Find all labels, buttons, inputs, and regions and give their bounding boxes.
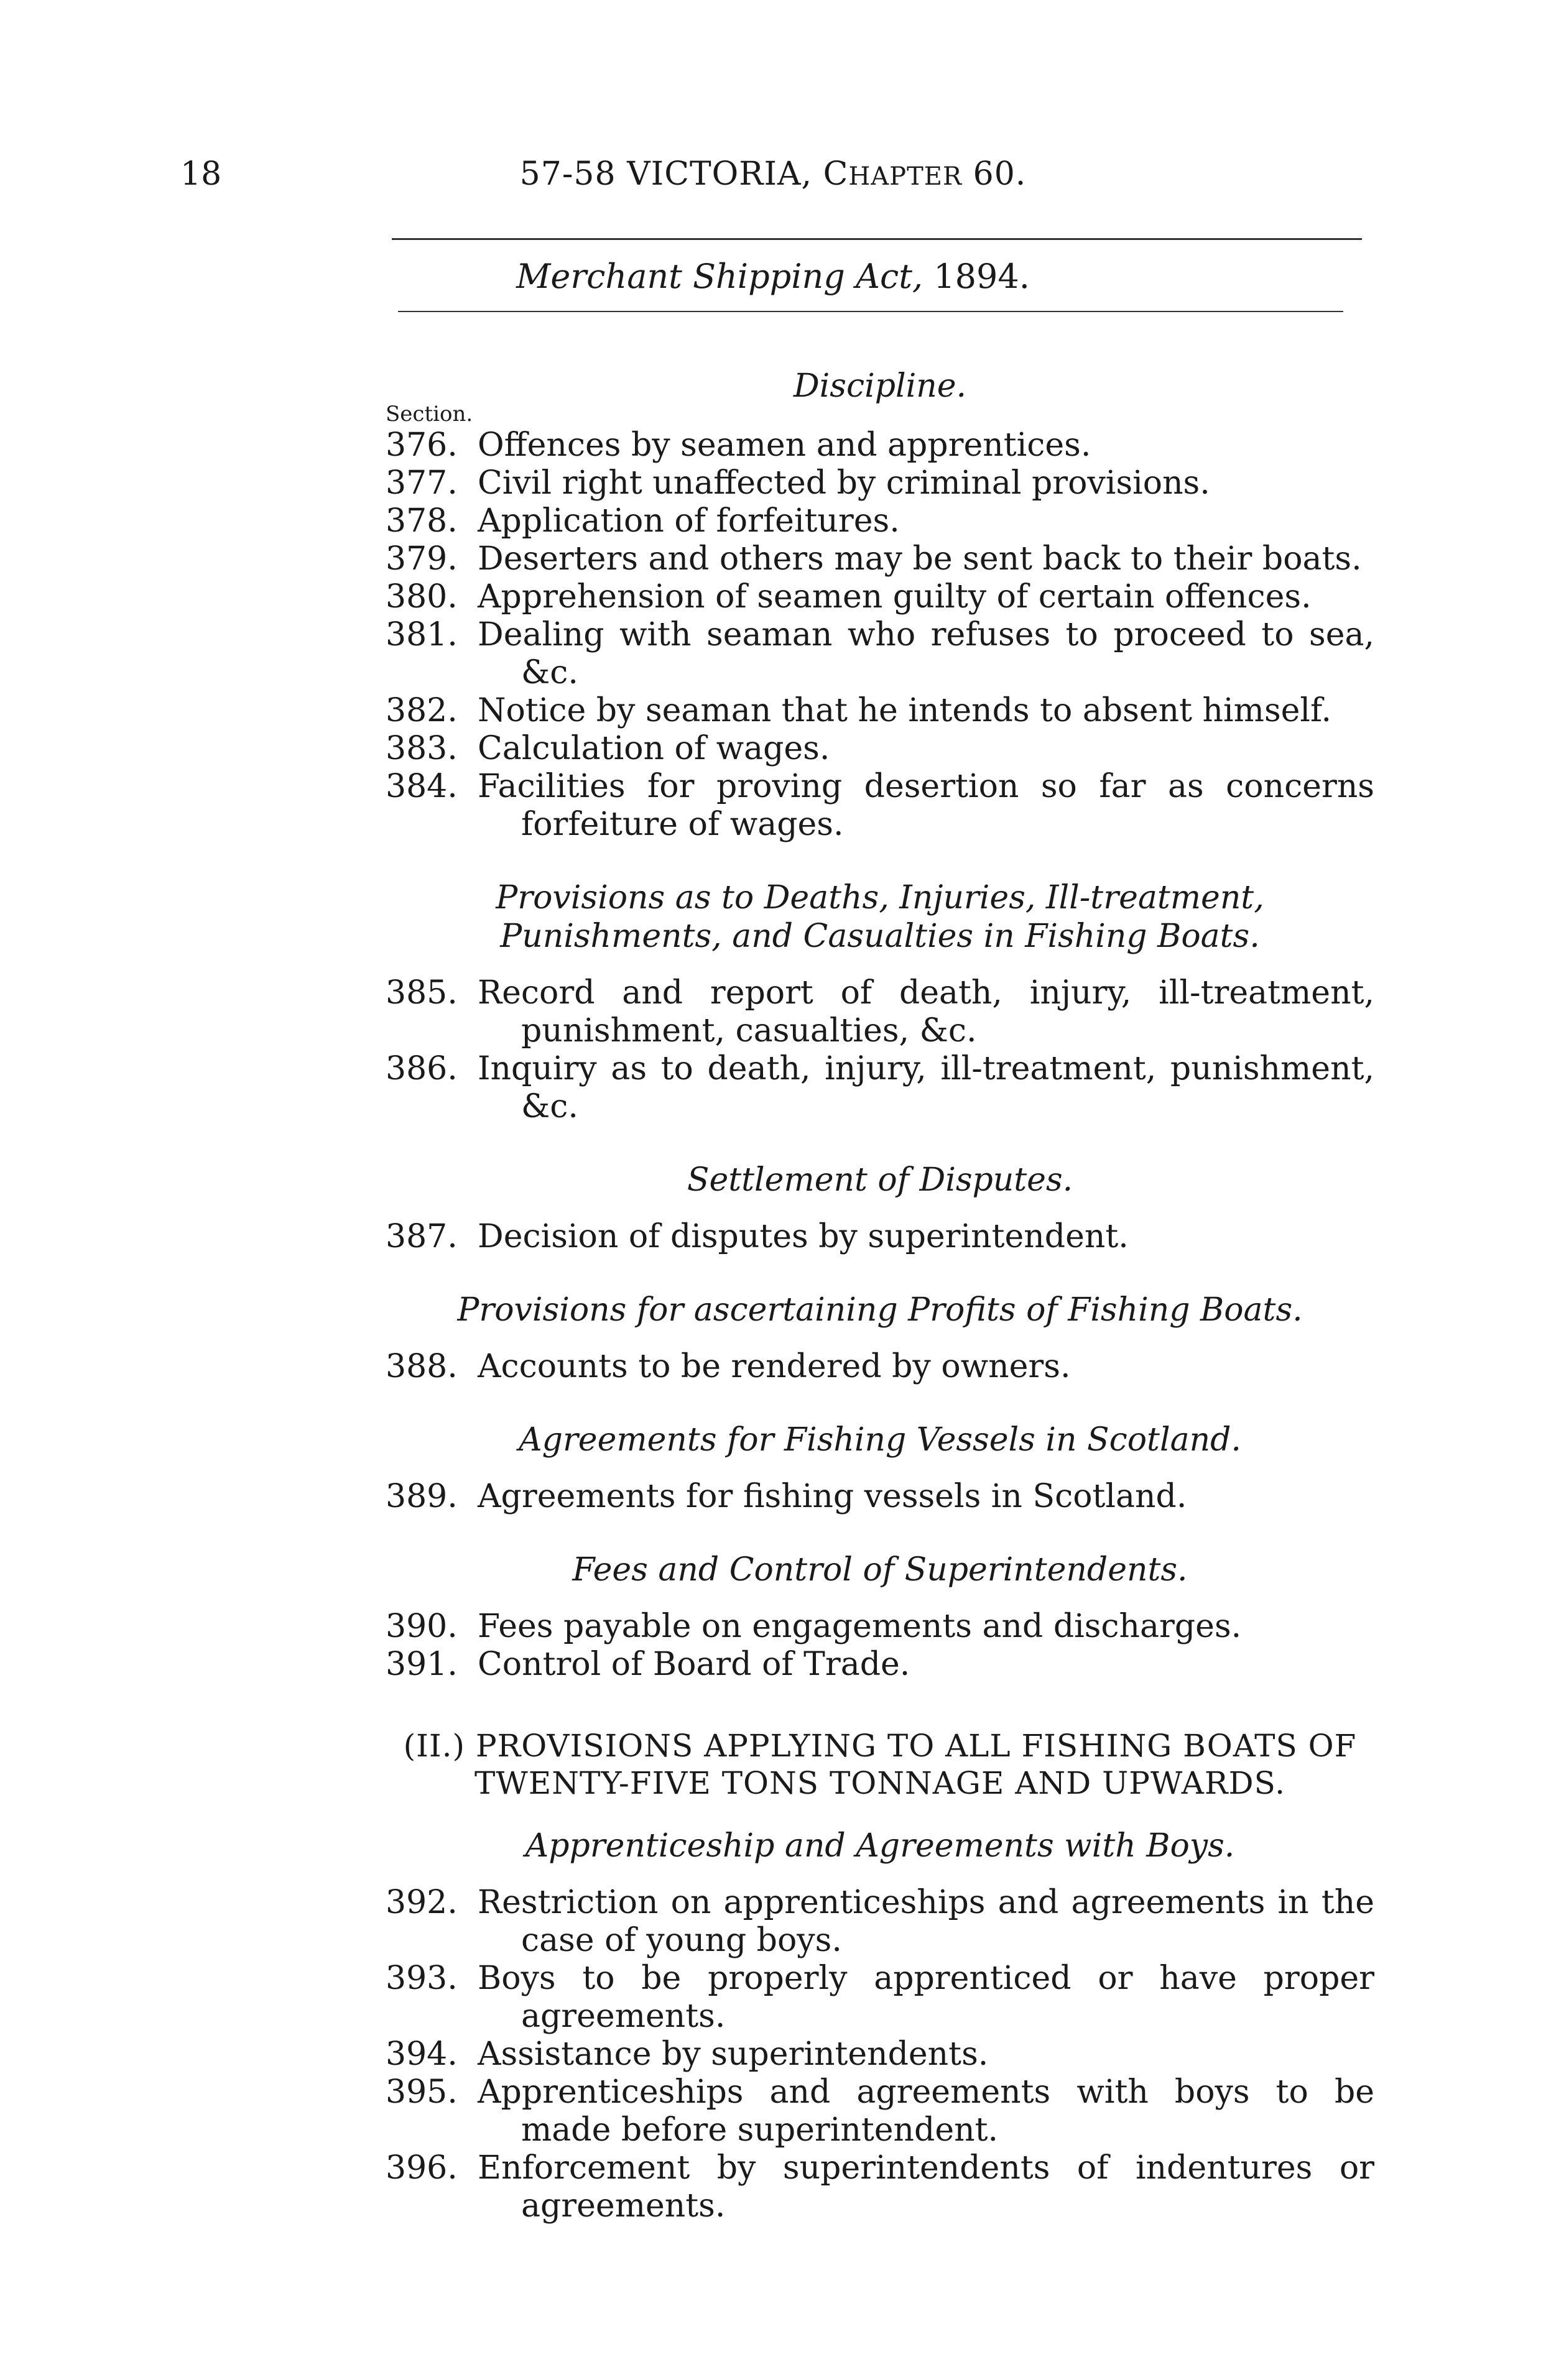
section-title: Accounts to be rendered by owners.	[478, 1348, 1071, 1385]
section-number: 378.	[386, 502, 458, 540]
section-number: 382.	[386, 692, 458, 729]
group-2	[386, 1161, 1374, 1256]
section-number: 384.	[386, 768, 458, 805]
section-number: 377.	[386, 464, 458, 502]
group-heading: Apprenticeship and Agreements with Boys.	[525, 1827, 1235, 1865]
section-number: 385.	[386, 974, 458, 1012]
section-number: 390.	[386, 1608, 458, 1645]
section-entry	[386, 1050, 1374, 1126]
header-rule-top	[392, 238, 1362, 240]
section-number: 389.	[386, 1478, 458, 1515]
group-0	[386, 367, 1374, 844]
section-number: 392.	[386, 1884, 458, 1921]
section-number: 391.	[386, 1646, 458, 1683]
act-year: 1894.	[923, 257, 1030, 296]
section-title: Dealing with seaman who refuses to proceed to sea, &c.	[478, 616, 1374, 691]
section-title: Apprenticeships and agreements with boys to be made before superintendent.	[478, 2073, 1374, 2149]
section-title: Fees payable on engagements and discharges.	[478, 1608, 1242, 1645]
section-entry	[386, 768, 1374, 844]
section-number: 393.	[386, 1960, 458, 1997]
header-rule-bottom	[398, 311, 1343, 312]
act-title	[0, 257, 1546, 297]
section-title: Notice by seaman that he intends to absent himself.	[478, 692, 1331, 729]
section-entry	[386, 1608, 1374, 1646]
section-number: 380.	[386, 578, 458, 616]
group-4	[386, 1421, 1374, 1516]
running-title: 57-58 VICTORIA, C	[519, 155, 849, 193]
section-entry	[386, 974, 1374, 1050]
section-title: Apprehension of seamen guilty of certain offences.	[478, 578, 1312, 616]
section-title: Deserters and others may be sent back to their boats.	[478, 540, 1362, 578]
section-number: 387.	[386, 1218, 458, 1255]
running-title-end: 60.	[962, 155, 1027, 193]
group-heading: Provisions for ascertaining Profits of Fishing Boats.	[457, 1291, 1303, 1329]
section-number: 395.	[386, 2073, 458, 2111]
section-title: Calculation of wages.	[478, 730, 830, 767]
section-title: Restriction on apprenticeships and agreements in the case of young boys.	[478, 1884, 1374, 1959]
section-title: Application of forfeitures.	[478, 502, 900, 540]
section-index	[386, 367, 1374, 2225]
group-heading: Settlement of Disputes.	[687, 1161, 1073, 1199]
section-title: Control of Board of Trade.	[478, 1646, 910, 1683]
section-title: Boys to be properly apprenticed or have proper agreements.	[478, 1960, 1374, 2035]
page-number: 18	[180, 155, 222, 193]
section-number: 379.	[386, 540, 458, 578]
section-number: 394.	[386, 2036, 458, 2073]
section-number: 376.	[386, 427, 458, 464]
group-1	[386, 879, 1374, 1126]
section-entry	[386, 1960, 1374, 2036]
section-entry	[386, 1646, 1374, 1684]
running-head	[0, 155, 1546, 195]
section-number: 383.	[386, 730, 458, 767]
section-entry	[386, 540, 1374, 578]
section-entry	[386, 2036, 1374, 2073]
group-heading: Fees and Control of Superintendents.	[572, 1551, 1188, 1589]
section-title: Agreements for fishing vessels in Scotland.	[478, 1478, 1187, 1515]
section-entry	[386, 502, 1374, 540]
section-entry	[386, 1218, 1374, 1256]
section-entry	[386, 464, 1374, 502]
section-number: 388.	[386, 1348, 458, 1385]
section-number: 381.	[386, 616, 458, 653]
section-title: Civil right unaffected by criminal provisions.	[478, 464, 1210, 502]
section-title: Assistance by superintendents.	[478, 2036, 989, 2073]
section-entry	[386, 2073, 1374, 2149]
section-label: Section.	[386, 402, 473, 427]
group-heading: Provisions as to Deaths, Injuries, Ill-treatment, Punishments, and Casualties in Fishing Boats.	[496, 879, 1264, 955]
section-title: Offences by seamen and apprentices.	[478, 427, 1091, 464]
group-heading: Discipline.	[793, 367, 967, 405]
section-title: Inquiry as to death, injury, ill-treatment, punishment, &c.	[478, 1050, 1374, 1125]
running-title-smallcaps: HAPTER	[848, 162, 963, 191]
section-entry	[386, 616, 1374, 692]
group-5	[386, 1551, 1374, 1684]
group-3	[386, 1291, 1374, 1386]
section-entry	[386, 1348, 1374, 1386]
section-title: Enforcement by superintendents of indentures or agreements.	[478, 2149, 1374, 2225]
section-title: Record and report of death, injury, ill-treatment, punishment, casualties, &c.	[478, 974, 1374, 1049]
act-title-text: Merchant Shipping Act,	[516, 257, 923, 296]
section-entry	[386, 692, 1374, 730]
part-group-0	[386, 1827, 1374, 2225]
section-entry	[386, 730, 1374, 768]
section-entry	[386, 427, 1374, 464]
section-number: 396.	[386, 2149, 458, 2187]
section-entry	[386, 1478, 1374, 1516]
section-entry	[386, 2149, 1374, 2225]
section-title: Facilities for proving desertion so far as concerns forfeiture of wages.	[478, 768, 1374, 843]
group-heading: Agreements for Fishing Vessels in Scotland.	[519, 1421, 1241, 1459]
section-entry	[386, 1884, 1374, 1960]
section-entry	[386, 578, 1374, 616]
section-number: 386.	[386, 1050, 458, 1087]
part-heading: (II.) PROVISIONS APPLYING TO ALL FISHING BOATS OF TWENTY-FIVE TONS TONNAGE AND UPWARDS.	[403, 1728, 1357, 1801]
section-title: Decision of disputes by superintendent.	[478, 1218, 1129, 1255]
